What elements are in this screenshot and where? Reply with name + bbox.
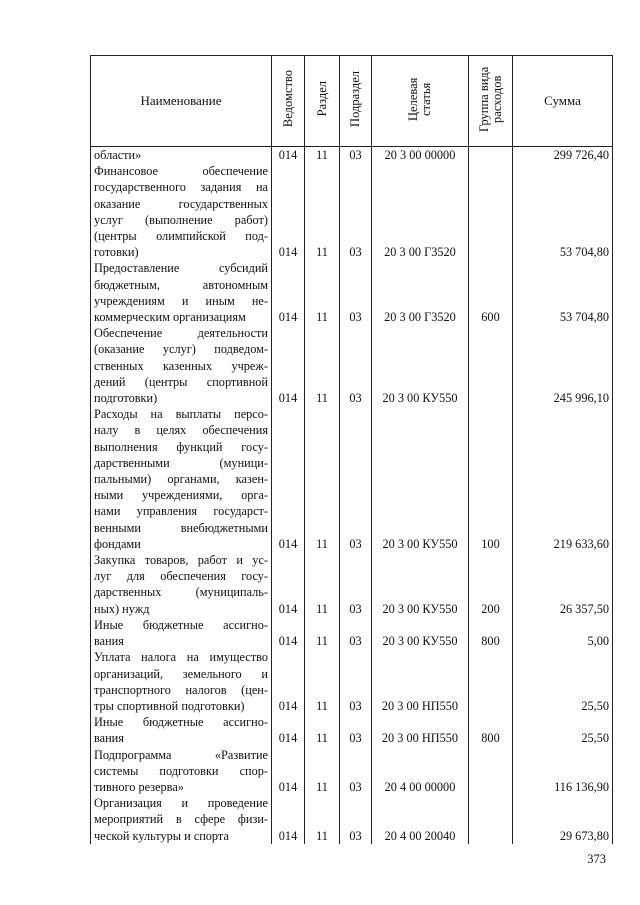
- row-name-line: ственных казенных учреж-: [94, 358, 268, 373]
- row-vedomstvo: 014: [272, 795, 305, 844]
- row-name-line: системы подготовки спор-: [94, 763, 268, 778]
- row-name-line: Предоставление субсидий: [94, 261, 268, 276]
- header-vedomstvo: Ведомство: [272, 56, 305, 147]
- row-gruppa-vida: 800: [469, 714, 513, 746]
- table-header-row: [91, 56, 613, 147]
- row-tselevaya-statya: 20 3 00 КУ550: [372, 325, 469, 406]
- row-name-line: вания: [94, 731, 124, 746]
- row-tselevaya-statya: 20 3 00 00000: [372, 147, 469, 164]
- row-summa: 53 704,80: [513, 260, 613, 325]
- row-razdel: 11: [305, 552, 340, 617]
- row-tselevaya-statya: 20 3 00 НП550: [372, 649, 469, 714]
- row-name-line: ными учреждениями, орга-: [94, 488, 268, 503]
- row-razdel: 11: [305, 649, 340, 714]
- row-vedomstvo: 014: [272, 147, 305, 164]
- row-gruppa-vida: 200: [469, 552, 513, 617]
- row-name: [91, 552, 272, 617]
- row-name-line: пальными) органами, казен-: [94, 472, 268, 487]
- row-podrazdel: 03: [340, 325, 372, 406]
- row-name: [91, 406, 272, 552]
- row-podrazdel: 03: [340, 260, 372, 325]
- row-name-line: тивного резерва»: [94, 779, 184, 794]
- row-podrazdel: 03: [340, 649, 372, 714]
- row-vedomstvo: 014: [272, 714, 305, 746]
- row-name-line: Закупка товаров, работ и ус-: [94, 553, 268, 568]
- row-summa: 219 633,60: [513, 406, 613, 552]
- row-name: [91, 747, 272, 796]
- row-vedomstvo: 014: [272, 552, 305, 617]
- row-name-line: Подпрограмма «Развитие: [94, 747, 268, 762]
- row-podrazdel: 03: [340, 163, 372, 260]
- row-name-line: услуг (выполнение работ): [94, 212, 268, 227]
- row-name-line: организаций, земельного и: [94, 666, 268, 681]
- row-name-line: государственного задания на: [94, 180, 268, 195]
- row-name-line: выполнения функций госу-: [94, 439, 268, 454]
- row-razdel: 11: [305, 617, 340, 649]
- row-summa: 25,50: [513, 714, 613, 746]
- row-razdel: 11: [305, 795, 340, 844]
- row-tselevaya-statya: 20 3 00 Г3520: [372, 163, 469, 260]
- row-podrazdel: 03: [340, 406, 372, 552]
- row-podrazdel: 03: [340, 714, 372, 746]
- row-razdel: 11: [305, 406, 340, 552]
- row-name-line: тры спортивной подготовки): [94, 698, 245, 713]
- row-gruppa-vida: [469, 325, 513, 406]
- row-name-line: учреждениям и иным не-: [94, 293, 268, 308]
- row-summa: 5,00: [513, 617, 613, 649]
- row-gruppa-vida: [469, 747, 513, 796]
- table-row: [91, 649, 613, 714]
- row-vedomstvo: 014: [272, 325, 305, 406]
- row-name-line: нами управления государст-: [94, 504, 268, 519]
- row-tselevaya-statya: 20 4 00 20040: [372, 795, 469, 844]
- row-summa: 26 357,50: [513, 552, 613, 617]
- table-row: [91, 406, 613, 552]
- row-summa: 29 673,80: [513, 795, 613, 844]
- row-name-line: дений (центры спортивной: [94, 374, 268, 389]
- row-name-line: вания: [94, 634, 124, 649]
- row-name-line: фондами: [94, 536, 141, 551]
- header-razdel: Раздел: [305, 56, 340, 147]
- page-number: 373: [587, 852, 606, 866]
- row-tselevaya-statya: 20 3 00 КУ550: [372, 406, 469, 552]
- row-name-line: Расходы на выплаты персо-: [94, 407, 268, 422]
- row-name-line: Обеспечение деятельности: [94, 326, 268, 341]
- row-name-line: мероприятий в сфере физи-: [94, 812, 268, 827]
- row-name: [91, 617, 272, 649]
- row-name-line: луг для обеспечения госу-: [94, 569, 268, 584]
- row-gruppa-vida: 600: [469, 260, 513, 325]
- row-podrazdel: 03: [340, 795, 372, 844]
- row-tselevaya-statya: 20 3 00 КУ550: [372, 552, 469, 617]
- row-name-line: венными внебюджетными: [94, 520, 268, 535]
- row-name-line: области»: [94, 148, 142, 162]
- row-name: [91, 325, 272, 406]
- row-name-line: подготовки): [94, 391, 158, 406]
- row-gruppa-vida: 800: [469, 617, 513, 649]
- row-tselevaya-statya: 20 4 00 00000: [372, 747, 469, 796]
- row-podrazdel: 03: [340, 147, 372, 164]
- row-podrazdel: 03: [340, 617, 372, 649]
- row-tselevaya-statya: 20 3 00 КУ550: [372, 617, 469, 649]
- table-row: [91, 795, 613, 844]
- row-razdel: 11: [305, 325, 340, 406]
- row-gruppa-vida: [469, 163, 513, 260]
- row-razdel: 11: [305, 147, 340, 164]
- row-name: [91, 649, 272, 714]
- header-name: Наименование: [91, 56, 272, 147]
- header-podrazdel: Подраздел: [340, 56, 372, 147]
- row-vedomstvo: 014: [272, 163, 305, 260]
- row-name-line: Иные бюджетные ассигно-: [94, 617, 268, 632]
- row-name-line: Финансовое обеспечение: [94, 164, 268, 179]
- table-row: [91, 552, 613, 617]
- row-gruppa-vida: [469, 649, 513, 714]
- row-name-line: налу в целях обеспечения: [94, 423, 268, 438]
- row-name-line: транспортного налогов (цен-: [94, 682, 268, 697]
- row-name: [91, 714, 272, 746]
- row-name: [91, 163, 272, 260]
- table-row: [91, 747, 613, 796]
- table-row: [91, 147, 613, 164]
- row-summa: 25,50: [513, 649, 613, 714]
- table-row: [91, 714, 613, 746]
- row-gruppa-vida: 100: [469, 406, 513, 552]
- row-vedomstvo: 014: [272, 406, 305, 552]
- row-podrazdel: 03: [340, 747, 372, 796]
- row-vedomstvo: 014: [272, 260, 305, 325]
- row-gruppa-vida: [469, 147, 513, 164]
- row-razdel: 11: [305, 747, 340, 796]
- table-row: [91, 260, 613, 325]
- row-name-line: готовки): [94, 245, 139, 260]
- row-gruppa-vida: [469, 795, 513, 844]
- row-name: [91, 147, 272, 164]
- row-name-line: дарственных (муниципаль-: [94, 585, 268, 600]
- row-summa: 245 996,10: [513, 325, 613, 406]
- row-name: [91, 260, 272, 325]
- row-summa: 299 726,40: [513, 147, 613, 164]
- row-vedomstvo: 014: [272, 747, 305, 796]
- row-razdel: 11: [305, 163, 340, 260]
- row-vedomstvo: 014: [272, 649, 305, 714]
- header-tselevaya-statya: Целевая статья: [372, 56, 469, 147]
- row-razdel: 11: [305, 260, 340, 325]
- row-tselevaya-statya: 20 3 00 Г3520: [372, 260, 469, 325]
- table-row: [91, 325, 613, 406]
- table-body: [91, 147, 613, 844]
- row-podrazdel: 03: [340, 552, 372, 617]
- row-name-line: коммерческим организациям: [94, 310, 246, 325]
- table-row: [91, 617, 613, 649]
- row-summa: 116 136,90: [513, 747, 613, 796]
- row-vedomstvo: 014: [272, 617, 305, 649]
- row-name-line: Уплата налога на имущество: [94, 650, 268, 665]
- row-name-line: бюджетным, автономным: [94, 277, 268, 292]
- row-name-line: оказание государственных: [94, 196, 268, 211]
- budget-table: [90, 55, 613, 844]
- row-summa: 53 704,80: [513, 163, 613, 260]
- row-name-line: ческой культуры и спорта: [94, 828, 229, 843]
- table-row: [91, 163, 613, 260]
- row-razdel: 11: [305, 714, 340, 746]
- row-tselevaya-statya: 20 3 00 НП550: [372, 714, 469, 746]
- row-name-line: (оказание услуг) подведом-: [94, 342, 268, 357]
- row-name-line: дарственными (муници-: [94, 455, 268, 470]
- row-name-line: Иные бюджетные ассигно-: [94, 715, 268, 730]
- row-name-line: (центры олимпийской под-: [94, 229, 268, 244]
- header-summa: Сумма: [513, 56, 613, 147]
- row-name: [91, 795, 272, 844]
- row-name-line: ных) нужд: [94, 601, 150, 616]
- row-name-line: Организация и проведение: [94, 796, 268, 811]
- header-gruppa-vida-rashodov: Группа вида расходов: [469, 56, 513, 147]
